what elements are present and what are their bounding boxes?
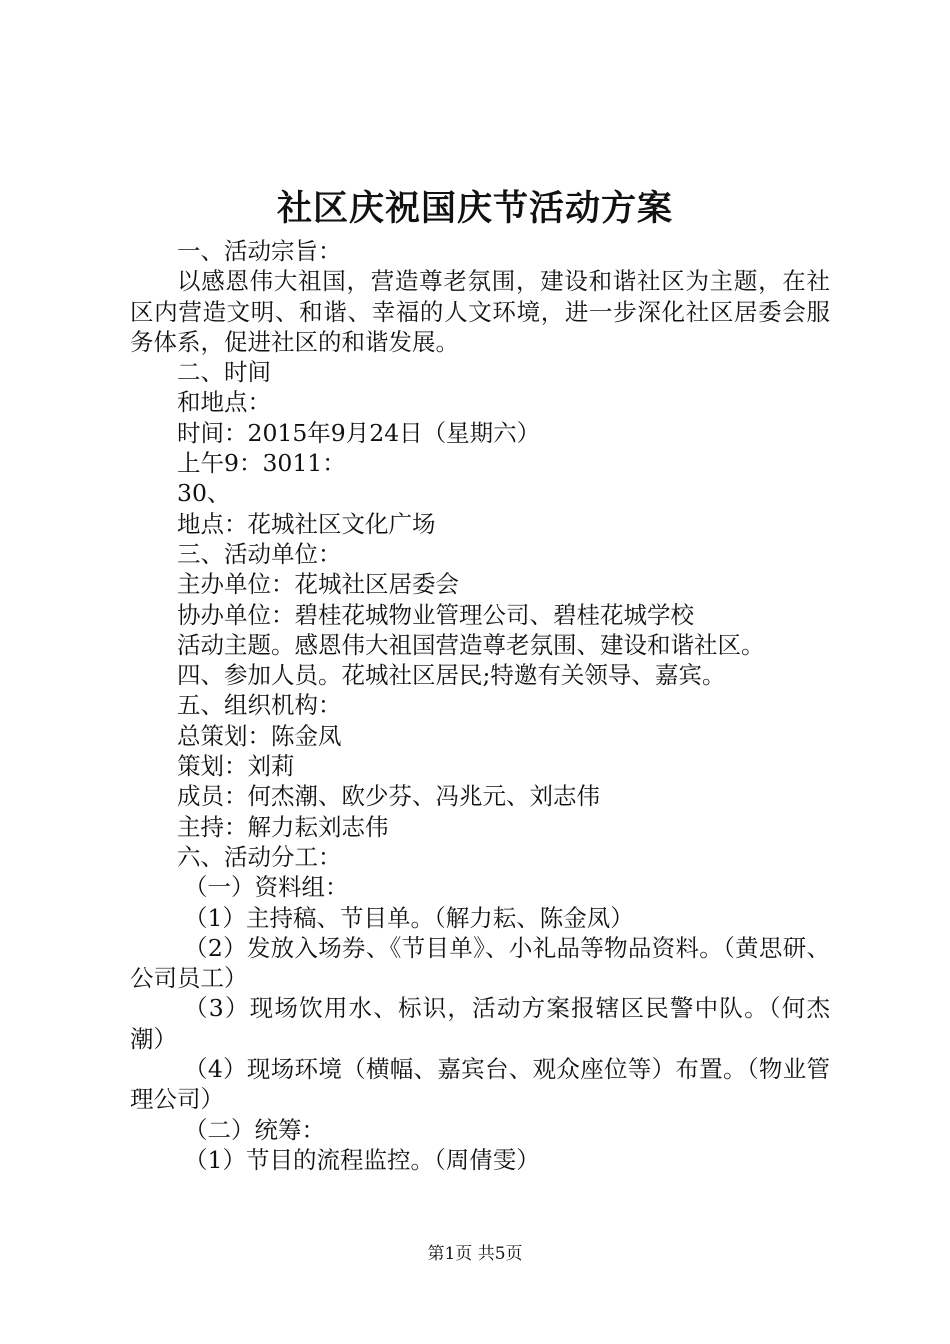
line-date: 时间：2015年9月24日（星期六） <box>177 418 541 447</box>
line-morning-time: 上午9：3011： <box>177 449 346 478</box>
heading-organization: 五、组织机构： <box>177 691 342 720</box>
task-1: （1）主持稿、节目单。（解力耘、陈金凤） <box>184 903 634 932</box>
line-venue: 地点：花城社区文化广场 <box>177 509 436 538</box>
task-2: （2）发放入场券、《节目单》、小礼品等物品资料。（黄思研、公司员工） <box>130 933 830 993</box>
line-co-host: 协办单位：碧桂花城物业管理公司、碧桂花城学校 <box>177 600 694 629</box>
line-members: 成员：何杰潮、欧少芬、冯兆元、刘志伟 <box>177 782 600 811</box>
line-chief-planner: 总策划：陈金凤 <box>177 721 342 750</box>
paragraph-purpose: 以感恩伟大祖国，营造尊老氛围，建设和谐社区为主题，在社区内营造文明、和谐、幸福的人文环境，进一步深化社区居委会服务体系，促进社区的和谐发展。 <box>130 267 830 356</box>
line-host: 主持：解力耘刘志伟 <box>177 812 389 841</box>
document-body <box>130 236 830 1175</box>
coordination-task-1: （1）节目的流程监控。（周倩雯） <box>184 1145 540 1174</box>
heading-location: 和地点： <box>177 388 271 417</box>
heading-purpose: 一、活动宗旨： <box>177 237 342 265</box>
page-footer: 第1页 共5页 <box>427 1244 523 1264</box>
heading-time: 二、时间 <box>177 358 271 387</box>
heading-units: 三、活动单位： <box>177 539 342 568</box>
heading-materials-group: （一）资料组： <box>184 873 349 902</box>
heading-participants: 四、参加人员。花城社区居民;特邀有关领导、嘉宾。 <box>177 661 726 690</box>
line-host-unit: 主办单位：花城社区居委会 <box>177 570 459 599</box>
heading-division: 六、活动分工： <box>177 842 342 871</box>
heading-coordination: （二）统筹： <box>184 1115 326 1144</box>
task-4: （4）现场环境（横幅、嘉宾台、观众座位等）布置。（物业管理公司） <box>130 1055 830 1114</box>
task-3: （3）现场饮用水、标识，活动方案报辖区民警中队。（何杰潮） <box>130 994 830 1053</box>
line-time-cont: 30、 <box>177 479 231 508</box>
document-title: 社区庆祝国庆节活动方案 <box>276 188 673 229</box>
line-theme: 活动主题。感恩伟大祖国营造尊老氛围、建设和谐社区。 <box>177 630 765 659</box>
line-planner: 策划：刘莉 <box>177 752 295 781</box>
